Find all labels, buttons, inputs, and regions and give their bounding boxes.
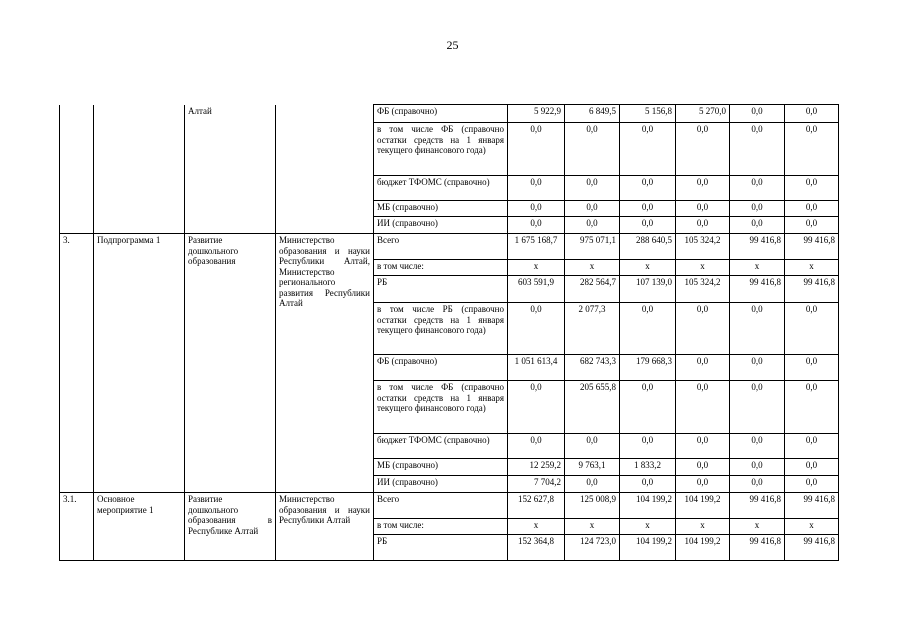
cell-value: 152 364,8 (508, 535, 565, 561)
cell-value: 0,0 (620, 434, 676, 459)
cell-value: 0,0 (565, 201, 620, 217)
cell-value: 0,0 (565, 123, 620, 176)
cell-source: в том числе: (374, 519, 508, 535)
cell-value: 682 743,3 (565, 355, 620, 381)
cell-value: 99 416,8 (785, 234, 839, 260)
cell-value: 99 416,8 (730, 493, 785, 519)
cell-number (60, 105, 94, 234)
cell-value: 0,0 (508, 217, 565, 234)
cell-value: x (730, 519, 785, 535)
cell-executor: Министерство образования и науки Республики Алтай, Министерство регионального развития Республики Алтай (276, 234, 374, 493)
cell-source: МБ (справочно) (374, 201, 508, 217)
cell-value: 0,0 (785, 105, 839, 123)
cell-value: 0,0 (620, 303, 676, 355)
cell-source: ИИ (справочно) (374, 217, 508, 234)
cell-source: ФБ (справочно) (374, 105, 508, 123)
cell-value: 0,0 (785, 476, 839, 493)
cell-value: 5 270,0 (676, 105, 730, 123)
cell-source: в том числе ФБ (справочно остатки средств на 1 января текущего финансового года) (374, 123, 508, 176)
page-number: 25 (446, 38, 459, 52)
cell-title: Развитие дошкольного образования (185, 234, 276, 493)
cell-number: 3. (60, 234, 94, 493)
cell-executor (276, 105, 374, 234)
cell-name: Подпрограмма 1 (94, 234, 185, 493)
cell-value: 0,0 (676, 381, 730, 434)
cell-source: Всего (374, 234, 508, 260)
cell-value: 0,0 (730, 201, 785, 217)
cell-value: 9 763,1 (565, 459, 620, 476)
cell-value: 603 591,9 (508, 276, 565, 303)
cell-value: x (508, 519, 565, 535)
cell-title: Развитие дошкольного образования в Республике Алтай (185, 493, 276, 561)
cell-value: 104 199,2 (676, 535, 730, 561)
cell-value: x (676, 519, 730, 535)
cell-value: 0,0 (508, 381, 565, 434)
cell-value: 0,0 (676, 123, 730, 176)
cell-value: 0,0 (508, 201, 565, 217)
cell-value: 0,0 (730, 176, 785, 201)
cell-value: x (730, 260, 785, 276)
cell-value: 99 416,8 (785, 276, 839, 303)
cell-title: Алтай (185, 105, 276, 234)
cell-name (94, 105, 185, 234)
cell-value: 0,0 (730, 459, 785, 476)
cell-source: в том числе: (374, 260, 508, 276)
cell-value: 0,0 (785, 303, 839, 355)
cell-value: 105 324,2 (676, 234, 730, 260)
cell-value: 0,0 (565, 476, 620, 493)
cell-value: 205 655,8 (565, 381, 620, 434)
cell-value: 107 139,0 (620, 276, 676, 303)
cell-value: 0,0 (676, 476, 730, 493)
cell-value: 0,0 (620, 123, 676, 176)
cell-value: 152 627,8 (508, 493, 565, 519)
cell-value: 0,0 (676, 434, 730, 459)
cell-number: 3.1. (60, 493, 94, 561)
cell-value: 0,0 (730, 217, 785, 234)
cell-value: 179 668,3 (620, 355, 676, 381)
cell-value: 104 199,2 (620, 535, 676, 561)
cell-source: РБ (374, 535, 508, 561)
cell-value: 0,0 (676, 176, 730, 201)
cell-value: 0,0 (730, 105, 785, 123)
cell-value: 0,0 (730, 381, 785, 434)
cell-value: 0,0 (620, 201, 676, 217)
cell-source: Всего (374, 493, 508, 519)
cell-value: 6 849,5 (565, 105, 620, 123)
cell-source: в том числе РБ (справочно остатки средств на 1 января текущего финансового года) (374, 303, 508, 355)
cell-source: ИИ (справочно) (374, 476, 508, 493)
cell-value: 0,0 (508, 123, 565, 176)
cell-value: x (620, 519, 676, 535)
cell-value: 0,0 (620, 381, 676, 434)
cell-value: 0,0 (620, 217, 676, 234)
cell-value: 0,0 (730, 476, 785, 493)
table-row (60, 105, 839, 123)
cell-value: 0,0 (785, 123, 839, 176)
cell-value: 7 704,2 (508, 476, 565, 493)
cell-name: Основное мероприятие 1 (94, 493, 185, 561)
cell-value: 0,0 (508, 303, 565, 355)
cell-value: 0,0 (730, 355, 785, 381)
cell-value: 0,0 (565, 217, 620, 234)
cell-value: 99 416,8 (730, 276, 785, 303)
cell-value: x (508, 260, 565, 276)
cell-value: 0,0 (676, 303, 730, 355)
cell-value: 5 156,8 (620, 105, 676, 123)
cell-value: 2 077,3 (565, 303, 620, 355)
cell-value: 0,0 (620, 176, 676, 201)
cell-value: 282 564,7 (565, 276, 620, 303)
cell-value: 0,0 (730, 123, 785, 176)
cell-value: 0,0 (676, 459, 730, 476)
cell-value: 104 199,2 (676, 493, 730, 519)
cell-value: 0,0 (785, 176, 839, 201)
table-row (60, 234, 839, 260)
cell-value: 0,0 (676, 355, 730, 381)
cell-value: 99 416,8 (785, 535, 839, 561)
cell-value: 0,0 (565, 176, 620, 201)
cell-value: 0,0 (785, 459, 839, 476)
cell-value: 0,0 (785, 201, 839, 217)
cell-executor: Министерство образования и науки Республики Алтай (276, 493, 374, 561)
cell-source: МБ (справочно) (374, 459, 508, 476)
cell-value: x (565, 260, 620, 276)
cell-source: бюджет ТФОМС (справочно) (374, 176, 508, 201)
cell-value: 0,0 (508, 434, 565, 459)
cell-value: 1 675 168,7 (508, 234, 565, 260)
cell-source: РБ (374, 276, 508, 303)
cell-value: 125 008,9 (565, 493, 620, 519)
cell-value: 0,0 (508, 176, 565, 201)
cell-value: 0,0 (785, 381, 839, 434)
cell-value: 5 922,9 (508, 105, 565, 123)
cell-value: 99 416,8 (730, 234, 785, 260)
table-row (60, 493, 839, 519)
cell-value: 0,0 (676, 201, 730, 217)
cell-value: x (565, 519, 620, 535)
cell-value: x (676, 260, 730, 276)
cell-value: x (620, 260, 676, 276)
cell-value: 975 071,1 (565, 234, 620, 260)
cell-value: 12 259,2 (508, 459, 565, 476)
cell-value: 0,0 (676, 217, 730, 234)
cell-source: в том числе ФБ (справочно остатки средств на 1 января текущего финансового года) (374, 381, 508, 434)
cell-value: x (785, 260, 839, 276)
cell-value: 0,0 (785, 355, 839, 381)
cell-source: бюджет ТФОМС (справочно) (374, 434, 508, 459)
cell-value: 99 416,8 (730, 535, 785, 561)
cell-value: x (785, 519, 839, 535)
cell-value: 105 324,2 (676, 276, 730, 303)
cell-value: 0,0 (730, 303, 785, 355)
cell-value: 0,0 (730, 434, 785, 459)
budget-table (59, 104, 839, 561)
cell-value: 1 833,2 (620, 459, 676, 476)
cell-value: 124 723,0 (565, 535, 620, 561)
cell-value: 0,0 (565, 434, 620, 459)
cell-value: 99 416,8 (785, 493, 839, 519)
cell-value: 288 640,5 (620, 234, 676, 260)
cell-value: 0,0 (620, 476, 676, 493)
cell-value: 1 051 613,4 (508, 355, 565, 381)
cell-source: ФБ (справочно) (374, 355, 508, 381)
cell-value: 0,0 (785, 217, 839, 234)
cell-value: 0,0 (785, 434, 839, 459)
cell-value: 104 199,2 (620, 493, 676, 519)
